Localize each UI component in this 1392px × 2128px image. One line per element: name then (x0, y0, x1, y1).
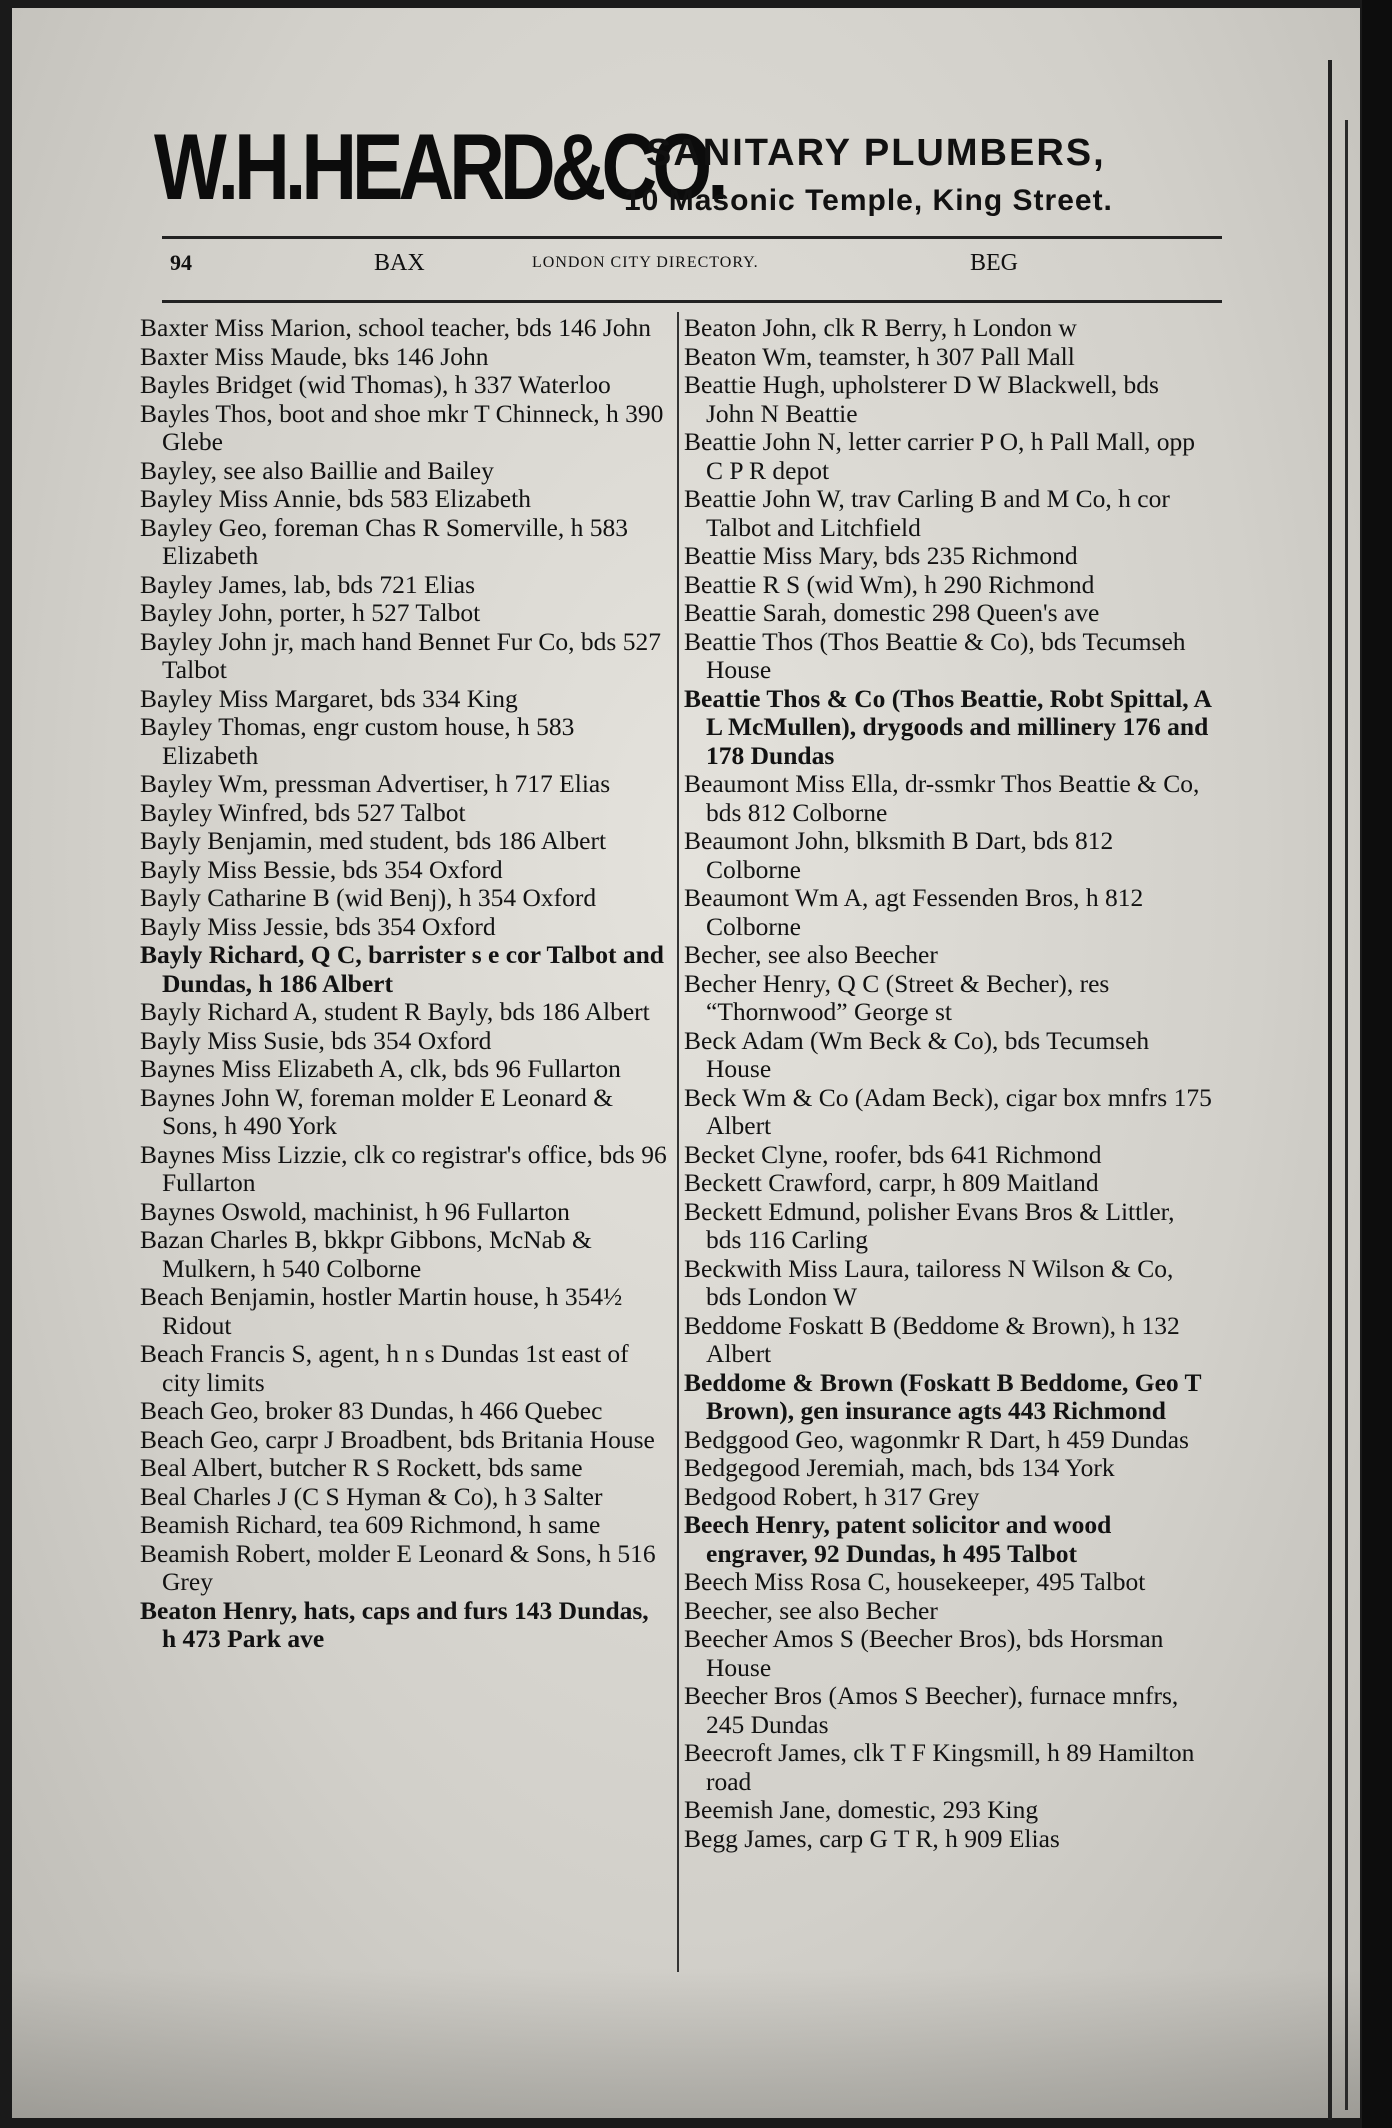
directory-entry: Bayly Miss Susie, bds 354 Oxford (140, 1025, 492, 1055)
directory-entry: Beemish Jane, domestic, 293 King (684, 1795, 1039, 1824)
directory-entry: Beattie Thos (Thos Beattie & Co), bds Tecumseh House (684, 626, 1186, 684)
directory-entry: Beattie R S (wid Wm), h 290 Richmond (684, 569, 1095, 599)
directory-entry: Beech Miss Rosa C, housekeeper, 495 Talbot (684, 1567, 1146, 1596)
directory-entry: Beamish Robert, molder E Leonard & Sons, h 516 Grey (140, 1538, 656, 1596)
directory-entry: Beech Henry, patent solicitor and wood engraver, 92 Dundas, h 495 Talbot (684, 1510, 1112, 1568)
running-head-left-key: BAX (374, 250, 425, 276)
directory-entry: Beecher Bros (Amos S Beecher), furnace mnfrs, 245 Dundas (684, 1681, 1179, 1739)
directory-entry: Beecroft James, clk T F Kingsmill, h 89 Hamilton road (684, 1738, 1195, 1796)
directory-entry: Bayly Richard A, student R Bayly, bds 186 Albert (140, 997, 650, 1026)
directory-entry: Becket Clyne, roofer, bds 641 Richmond (684, 1139, 1102, 1169)
running-head-title: LONDON CITY DIRECTORY. (532, 254, 759, 271)
directory-entry: Beaumont Miss Ella, dr-ssmkr Thos Beattie & Co, bds 812 Colborne (684, 769, 1200, 827)
directory-entry: Beach Geo, broker 83 Dundas, h 466 Quebec (140, 1396, 603, 1425)
directory-entry: Beal Albert, butcher R S Rockett, bds same (140, 1453, 583, 1482)
directory-entry: Bayley Miss Annie, bds 583 Elizabeth (140, 484, 531, 513)
directory-entry: Beaton John, clk R Berry, h London w (684, 313, 1077, 342)
directory-entry: Beattie John N, letter carrier P O, h Pall Mall, opp C P R depot (684, 427, 1196, 485)
directory-entry: Baynes Oswold, machinist, h 96 Fullarton (140, 1196, 570, 1226)
directory-entry: Baynes John W, foreman molder E Leonard & Sons, h 490 York (140, 1082, 614, 1140)
directory-entry: Beach Geo, carpr J Broadbent, bds Britania House (140, 1424, 655, 1454)
directory-entry: Beattie Sarah, domestic 298 Queen's ave (684, 598, 1100, 627)
directory-entry: Bayles Thos, boot and shoe mkr T Chinneck, h 390 Glebe (140, 398, 664, 456)
scan-border (1362, 0, 1392, 2128)
directory-entry: Beattie Miss Mary, bds 235 Richmond (684, 541, 1078, 570)
directory-entry: Bayly Miss Jessie, bds 354 Oxford (140, 911, 496, 941)
directory-entry: Beck Wm & Co (Adam Beck), cigar box mnfrs 175 Albert (684, 1082, 1212, 1140)
running-head (162, 248, 1222, 278)
column-divider (677, 312, 679, 1972)
directory-entry: Beecher, see also Becher (684, 1595, 938, 1625)
directory-entry: Beamish Richard, tea 609 Richmond, h same (140, 1510, 601, 1539)
page-number: 94 (170, 250, 192, 275)
ad-address: 10 Masonic Temple, King Street. (624, 184, 1113, 217)
directory-entry: Bayley Winfred, bds 527 Talbot (140, 797, 466, 827)
directory-entry: Beaton Wm, teamster, h 307 Pall Mall (684, 341, 1075, 371)
ad-title: SANITARY PLUMBERS, (646, 132, 1106, 174)
directory-entry: Bayly Miss Bessie, bds 354 Oxford (140, 854, 503, 884)
directory-entry: Beck Adam (Wm Beck & Co), bds Tecumseh House (684, 1025, 1150, 1083)
directory-entry: Beattie Hugh, upholsterer D W Blackwell, bds John N Beattie (684, 370, 1159, 428)
directory-entry: Becher, see also Beecher (684, 940, 938, 969)
directory-entry: Beaumont John, blksmith B Dart, bds 812 Colborne (684, 826, 1114, 884)
directory-entry: Beckett Edmund, polisher Evans Bros & Littler, bds 116 Carling (684, 1196, 1175, 1254)
running-head-right-key: BEG (970, 250, 1018, 276)
directory-entry: Bayley Thomas, engr custom house, h 583 Elizabeth (140, 712, 575, 770)
directory-entry: Beckwith Miss Laura, tailoress N Wilson & Co, bds London W (684, 1253, 1174, 1311)
directory-page (12, 8, 1360, 2118)
directory-entry: Begg James, carp G T R, h 909 Elias (684, 1823, 1060, 1853)
directory-entry: Beattie John W, trav Carling B and M Co, h cor Talbot and Litchfield (684, 484, 1170, 542)
directory-entry: Beddome Foskatt B (Beddome & Brown), h 132 Albert (684, 1310, 1180, 1368)
scan-edge-line (1328, 60, 1332, 2120)
directory-entry: Baynes Miss Elizabeth A, clk, bds 96 Fullarton (140, 1054, 621, 1083)
directory-entry: Bayley Wm, pressman Advertiser, h 717 Elias (140, 769, 611, 798)
directory-entry: Beal Charles J (C S Hyman & Co), h 3 Salter (140, 1481, 603, 1511)
directory-entry: Bayley John jr, mach hand Bennet Fur Co, bds 527 Talbot (140, 626, 661, 684)
directory-entry: Beddome & Brown (Foskatt B Beddome, Geo T Brown), gen insurance agts 443 Richmond (684, 1367, 1202, 1425)
directory-entry: Baxter Miss Maude, bks 146 John (140, 341, 489, 371)
directory-entry: Bayley Geo, foreman Chas R Somerville, h 583 Elizabeth (140, 512, 628, 570)
directory-entry: Beckett Crawford, carpr, h 809 Maitland (684, 1168, 1099, 1197)
right-column (684, 314, 1212, 1853)
directory-entry: Baxter Miss Marion, school teacher, bds 146 John (140, 313, 652, 342)
directory-entry: Bayly Catharine B (wid Benj), h 354 Oxford (140, 883, 597, 912)
ad-brand-name: W.H.HEARD&CO. (154, 114, 724, 219)
directory-entry: Bedgegood Jeremiah, mach, bds 134 York (684, 1453, 1115, 1482)
directory-entry: Becher Henry, Q C (Street & Becher), res “Thornwood” George st (684, 968, 1110, 1026)
directory-entry: Beaton Henry, hats, caps and furs 143 Dundas, h 473 Park ave (140, 1595, 649, 1653)
directory-entry: Bayly Richard, Q C, barrister s e cor Talbot and Dundas, h 186 Albert (140, 940, 664, 998)
directory-entry: Bazan Charles B, bkkpr Gibbons, McNab & Mulkern, h 540 Colborne (140, 1225, 592, 1283)
header-rule-top (162, 236, 1222, 239)
scan-edge-line (1345, 120, 1348, 2110)
directory-entry: Beaumont Wm A, agt Fessenden Bros, h 812 Colborne (684, 883, 1144, 941)
left-column (140, 314, 668, 1654)
directory-entry: Beach Benjamin, hostler Martin house, h 354½ Ridout (140, 1282, 623, 1340)
directory-entry: Bayley James, lab, bds 721 Elias (140, 569, 475, 599)
directory-entry: Bayley John, porter, h 527 Talbot (140, 598, 481, 627)
directory-entry: Bayley, see also Baillie and Bailey (140, 455, 494, 485)
directory-entry: Beach Francis S, agent, h n s Dundas 1st east of city limits (140, 1339, 629, 1397)
directory-entry: Beecher Amos S (Beecher Bros), bds Horsman House (684, 1624, 1164, 1682)
header-rule-bottom (162, 300, 1222, 303)
directory-entry: Bayly Benjamin, med student, bds 186 Albert (140, 826, 607, 855)
directory-entry: Bedgood Robert, h 317 Grey (684, 1481, 980, 1511)
directory-entry: Bayles Bridget (wid Thomas), h 337 Waterloo (140, 370, 611, 399)
directory-entry: Bedggood Geo, wagonmkr R Dart, h 459 Dundas (684, 1424, 1189, 1454)
directory-entry: Baynes Miss Lizzie, clk co registrar's office, bds 96 Fullarton (140, 1139, 667, 1197)
page-shading (12, 1968, 1360, 2118)
directory-entry: Beattie Thos & Co (Thos Beattie, Robt Spittal, A L McMullen), drygoods and millinery 176 and 178 Dundas (684, 683, 1211, 770)
directory-entry: Bayley Miss Margaret, bds 334 King (140, 683, 518, 713)
